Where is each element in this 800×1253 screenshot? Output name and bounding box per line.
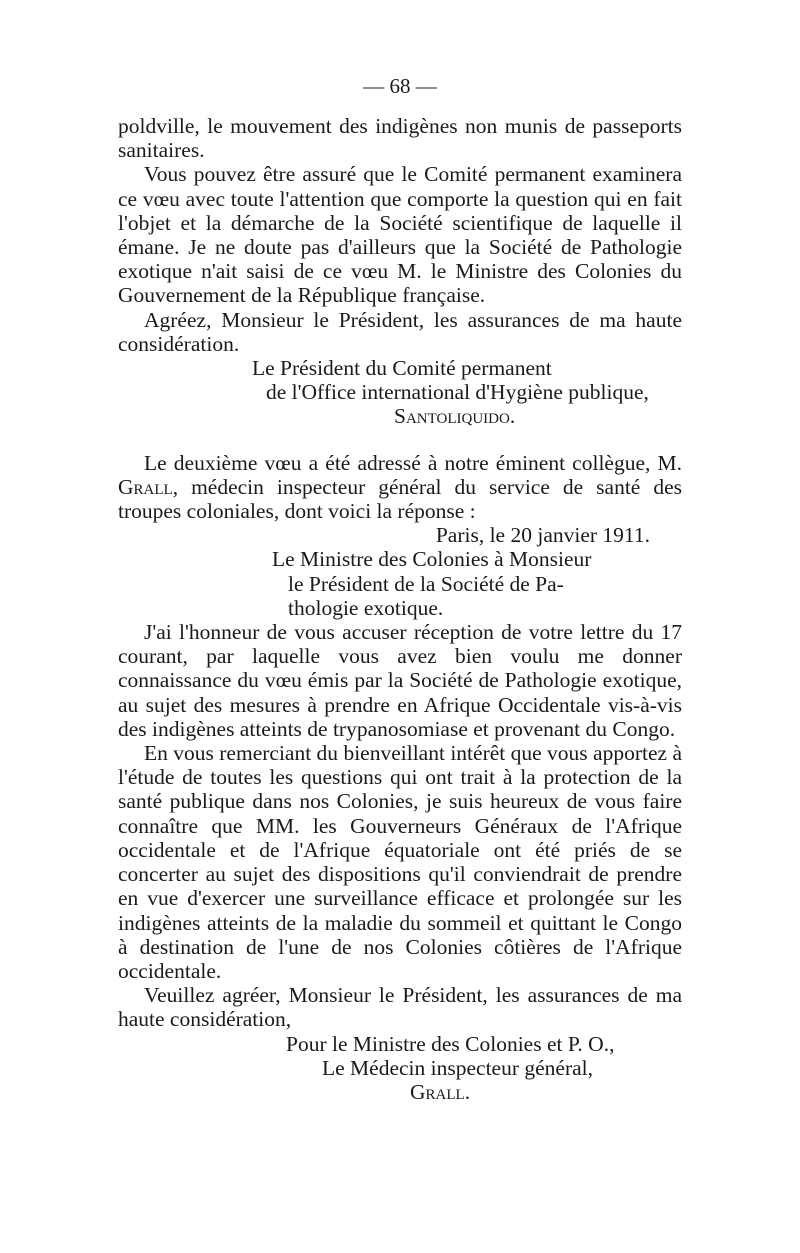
letter-date: Paris, le 20 janvier 1911. xyxy=(435,523,650,548)
signature2-line2: Le Médecin inspecteur général, xyxy=(322,1055,594,1080)
address-line2: le Président de la Société de Pa- xyxy=(288,571,564,596)
signature2-name: Grall. xyxy=(410,1079,471,1104)
address-line1: Le Ministre des Colonies à Monsieur xyxy=(272,547,592,572)
signature1-line2: de l'Office international d'Hygiène publique, xyxy=(266,380,649,405)
second-vow-text-start: Le deuxième vœu a été adressé à notre éminent collègue, M. xyxy=(144,450,682,475)
paragraph-committee-reply: Vous pouvez être assuré que le Comité permanent examinera ce vœu avec toute l'attention que comporte la question qui en fait l'objet et la démarche de la Société scientifique de laquelle il émane. Je ne doute pas d'ailleurs que la Société de Pathologie exotique n'ait saisi de ce vœu M. le Ministre des Colonies du Gouvernement de la République française. xyxy=(118,162,682,308)
address-line3: thologie exotique. xyxy=(288,595,444,620)
page-body xyxy=(118,114,682,1104)
signature1-line1: Le Président du Comité permanent xyxy=(252,356,552,381)
paragraph-measures: En vous remerciant du bienveillant intérêt que vous apportez à l'étude de toutes les questions qui ont trait à la protection de la santé publique dans nos Colonies, je suis heureux de vous faire connaître que MM. les Gouverneurs Généraux de l'Afrique occidentale et de l'Afrique équatoriale ont été priés de se concerter au sujet des dispositions qu'il conviendrait de prendre en vue d'exercer une surveillance efficace et prolongée sur les indigènes atteints de la maladie du sommeil et quittant le Congo à destination de l'une de nos Colonies côtières de l'Afrique occidentale. xyxy=(118,741,682,983)
paragraph-closing-1: Agréez, Monsieur le Président, les assurances de ma haute considération. xyxy=(118,307,682,356)
signature2-line1: Pour le Ministre des Colonies et P. O., xyxy=(286,1031,615,1056)
second-vow-name: Grall xyxy=(118,474,173,499)
second-vow-text-end: , médecin inspecteur général du service de santé des troupes coloniales, dont voici la réponse : xyxy=(118,474,682,524)
paragraph-closing-2: Veuillez agréer, Monsieur le Président, les assurances de ma haute considération, xyxy=(118,983,682,1032)
paragraph-acknowledgement: J'ai l'honneur de vous accuser réception de votre lettre du 17 courant, par laquelle vous avez bien voulu me donner connaissance du vœu émis par la Société de Pathologie exotique, au sujet des mesures à prendre en Afrique Occidentale vis-à-vis des indigènes atteints de trypanosomiase et provenant du Congo. xyxy=(118,620,682,741)
paragraph-continuation: poldville, le mouvement des indigènes non munis de passeports sanitaires. xyxy=(118,114,682,163)
page-number: — 68 — xyxy=(363,74,437,98)
signature1-name: Santoliquido. xyxy=(394,404,516,429)
paragraph-second-vow xyxy=(118,451,682,524)
